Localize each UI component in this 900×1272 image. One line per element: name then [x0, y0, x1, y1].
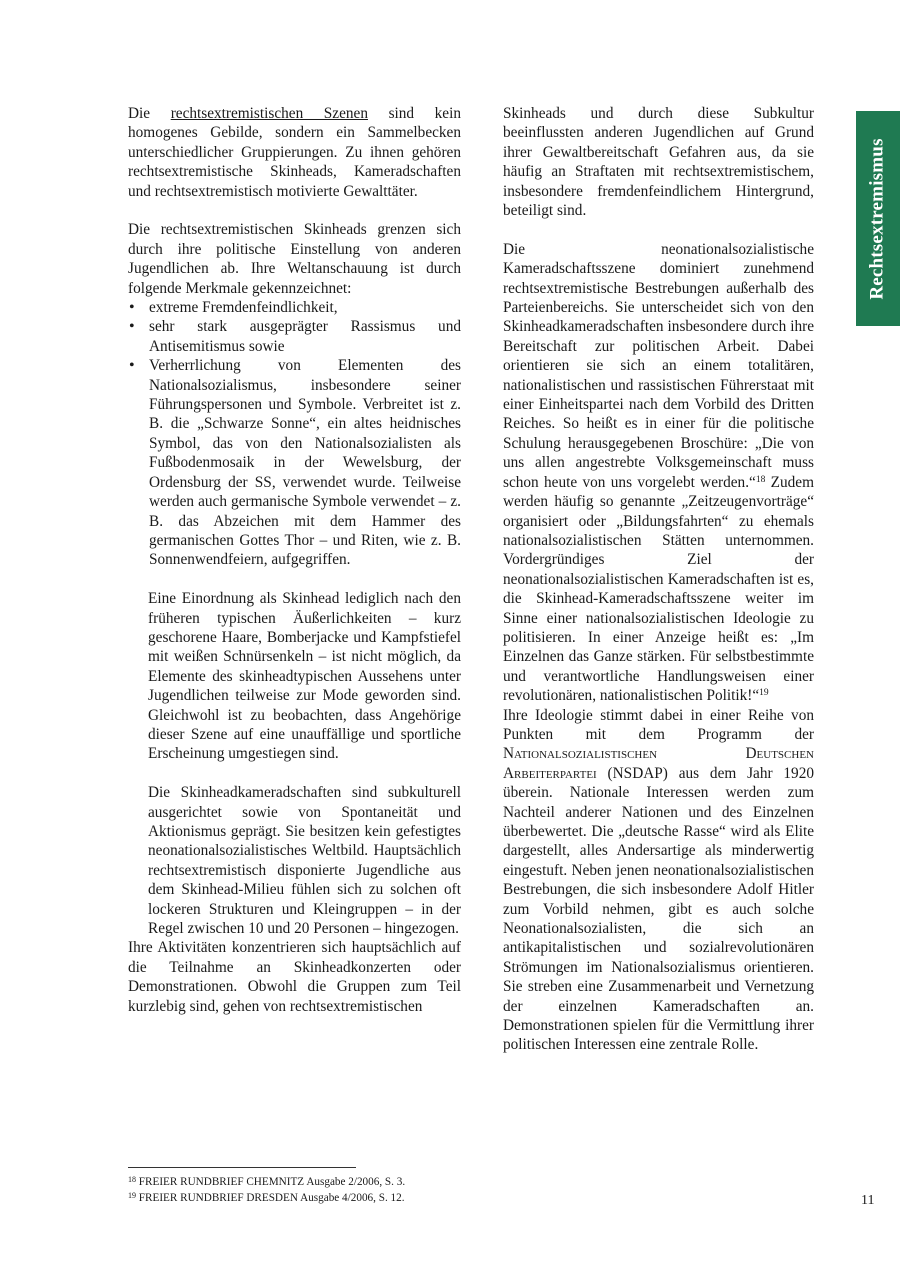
- footnote-number: 18: [128, 1175, 136, 1184]
- list-item: • extreme Fremdenfeindlichkeit,: [128, 298, 461, 317]
- footnote-detail: Ausgabe 4/2006, S. 12.: [297, 1192, 405, 1204]
- page-number: 11: [861, 1193, 875, 1208]
- footnote-source: FREIER RUNDBRIEF CHEMNITZ: [138, 1176, 305, 1188]
- intro-text-start: Die: [128, 105, 171, 122]
- ideology-text-2: (NSDAP) aus dem Jahr 1920 überein. Nationale Interessen werden zum Nachteil anderer Nationen und des Einzelnen überbewertet. Die „deutsche Rasse“ wird als Elite dargestellt, alles Andersartige als minderwertig eingestuft. Neben jenen neonationalsozialistischen Bestrebungen, die sich insbesondere Adolf Hitler zum Vorbild nehmen, gibt es auch solche Neonationalsozialisten, die sich an antikapitalistischen und sozialrevolutionären Strömungen im Nationalsozialismus orientieren. Sie streben eine Zusammenarbeit und Vernetzung der einzelnen Kameradschaften an. Demonstrationen spielen für die Vermittlung ihrer politischen Interessen eine zentrale Rolle.: [503, 764, 814, 1054]
- list-item: • Verherrlichung von Elementen des Nationalsozialismus, insbesondere seiner Führungspersonen und Symbole. Verbreitet ist z. B. die „Schwarze Sonne“, ein altes heidnisches Symbol, das von den Nationalsozialisten als Fußbodenmosaik in der Wewelsburg, der Ordensburg der SS, verwendet wurde. Teilweise werden auch germanische Symbole verwendet – z. B. das Abzeichen mit dem Hammer des germanischen Gottes Thor – und Riten, wie z. B. Sonnenwendfeiern, aufgegriffen.: [128, 356, 461, 569]
- ideology-text-1: Ihre Ideologie stimmt dabei in einer Reihe von Punkten mit dem Programm der: [503, 706, 814, 743]
- intro-text-end: sind kein homogenes Gebilde, sondern ein Sammelbecken unterschiedlicher Gruppierungen. Zu ihnen gehören rechtsextremistische Skinheads, Kameradschaften und rechtsextremistisch motivierte Gewalttäter.: [128, 105, 461, 200]
- paragraph-activities: Ihre Aktivitäten konzentrieren sich hauptsächlich auf die Teilnahme an Skinheadkonzerten oder Demonstrationen. Obwohl die Gruppen zum Teil kurzlebig sind, gehen von rechtsextremistischen: [128, 939, 461, 1015]
- party-name: Nationalsozialistischen Deutschen Arbeiterpartei: [503, 745, 814, 782]
- paragraph-kameradschaften: Die Skinheadkameradschaften sind subkulturell ausgerichtet sowie von Spontaneität und Aktionismus geprägt. Sie besitzen kein gefestigtes neonationalsozialistisches Weltbild. Hauptsächlich rechtsextremistisch disponierte Jugendliche aus dem Skinhead-Milieu fühlen sich zu solchen oft lockeren Strukturen und Kleingruppen – in der Regel zwischen 10 und 20 Personen – hingezogen.: [148, 784, 461, 938]
- list-item: • sehr stark ausgeprägter Rassismus und Antisemitismus sowie: [128, 317, 461, 356]
- footnotes: [128, 1174, 405, 1206]
- paragraph-ideology: [503, 706, 814, 1055]
- footnote-19: [128, 1190, 405, 1206]
- footnote-detail: Ausgabe 2/2006, S. 3.: [304, 1176, 406, 1188]
- paragraph-neonazi-scene: [503, 240, 814, 706]
- neonazi-text-2: Zudem werden häufig so genannte „Zeitzeugenvorträge“ organisiert oder „Bildungsfahrten“ zu ehemals nationalsozialistischen Stätten unternommen. Vordergründiges Ziel der neonationalsozialistischen Kameradschaften ist es, die Skinhead-Kameradschaftsszene weiter im Sinne einer nationalsozialistischen Ideologie zu politisieren. In einer Anzeige heißt es: „Im Einzelnen das Ganze stärken. Für selbstbestimmte und verantwortliche Handlungsweisen einer revolutionären, nationalistischen Politik!“: [503, 473, 814, 705]
- link-rechtsextremistische-szenen[interactable]: rechtsextremistischen Szenen: [170, 105, 368, 122]
- indented-block: [128, 589, 461, 938]
- paragraph-continuation: Skinheads und durch diese Subkultur beeinflussten anderen Jugendlichen auf Grund ihrer Gewaltbereitschaft Gefahren aus, da sie häufig an Straftaten mit rechtsextremistischem, insbesondere fremdenfeindlichem Hintergrund, beteiligt sind.: [503, 105, 814, 220]
- feature-list: [128, 298, 461, 570]
- paragraph-appearance: Eine Einordnung als Skinhead lediglich nach den früheren typischen Äußerlichkeiten – kurz geschorene Haare, Bomberjacke und Kampfstiefel mit weißen Schnürsenkeln – ist nicht möglich, da Elemente des skinheadtypischen Aussehens unter Jugendlichen teilweise zur Mode geworden sind. Gleichwohl ist zu beobachten, dass Angehörige dieser Szene auf eine unauffällige und sportliche Erscheinung umgestiegen sind.: [148, 590, 461, 763]
- footnote-divider: [128, 1167, 356, 1168]
- paragraph-intro: [128, 104, 461, 201]
- footnote-ref-19[interactable]: 19: [759, 688, 769, 699]
- neonazi-text-1: Die neonationalsozialistische Kameradschaftsszene dominiert zunehmend rechtsextremistische Bestrebungen außerhalb des Parteienbereichs. Sie unterscheidet sich von den Skinheadkameradschaften insbesondere durch ihre Bereitschaft zur politischen Arbeit. Dabei orientieren sie sich an einem totalitären, nationalistischen und rassistischen Führerstaat mit einer Einheitspartei nach dem Vorbild des Dritten Reiches. So heißt es in einer für die politische Schulung herausgegebenen Broschüre: „Die von uns allen angestrebte Volksgemeinschaft muss schon heute von uns vorgelebt werden.“: [503, 240, 814, 491]
- footnote-source: FREIER RUNDBRIEF DRESDEN: [138, 1192, 298, 1204]
- right-column: [503, 104, 814, 1055]
- left-column: [128, 104, 461, 1016]
- footnote-number: 19: [128, 1191, 136, 1200]
- footnote-ref-18[interactable]: 18: [755, 474, 766, 485]
- paragraph-skinheads: Die rechtsextremistischen Skinheads grenzen sich durch ihre politische Einstellung von anderen Jugendlichen ab. Ihre Weltanschauung ist durch folgende Merkmale gekennzeichnet:: [128, 221, 461, 297]
- section-tab: [856, 111, 900, 326]
- section-tab-label: Rechtsextremismus: [867, 137, 889, 300]
- footnote-18: [128, 1174, 405, 1190]
